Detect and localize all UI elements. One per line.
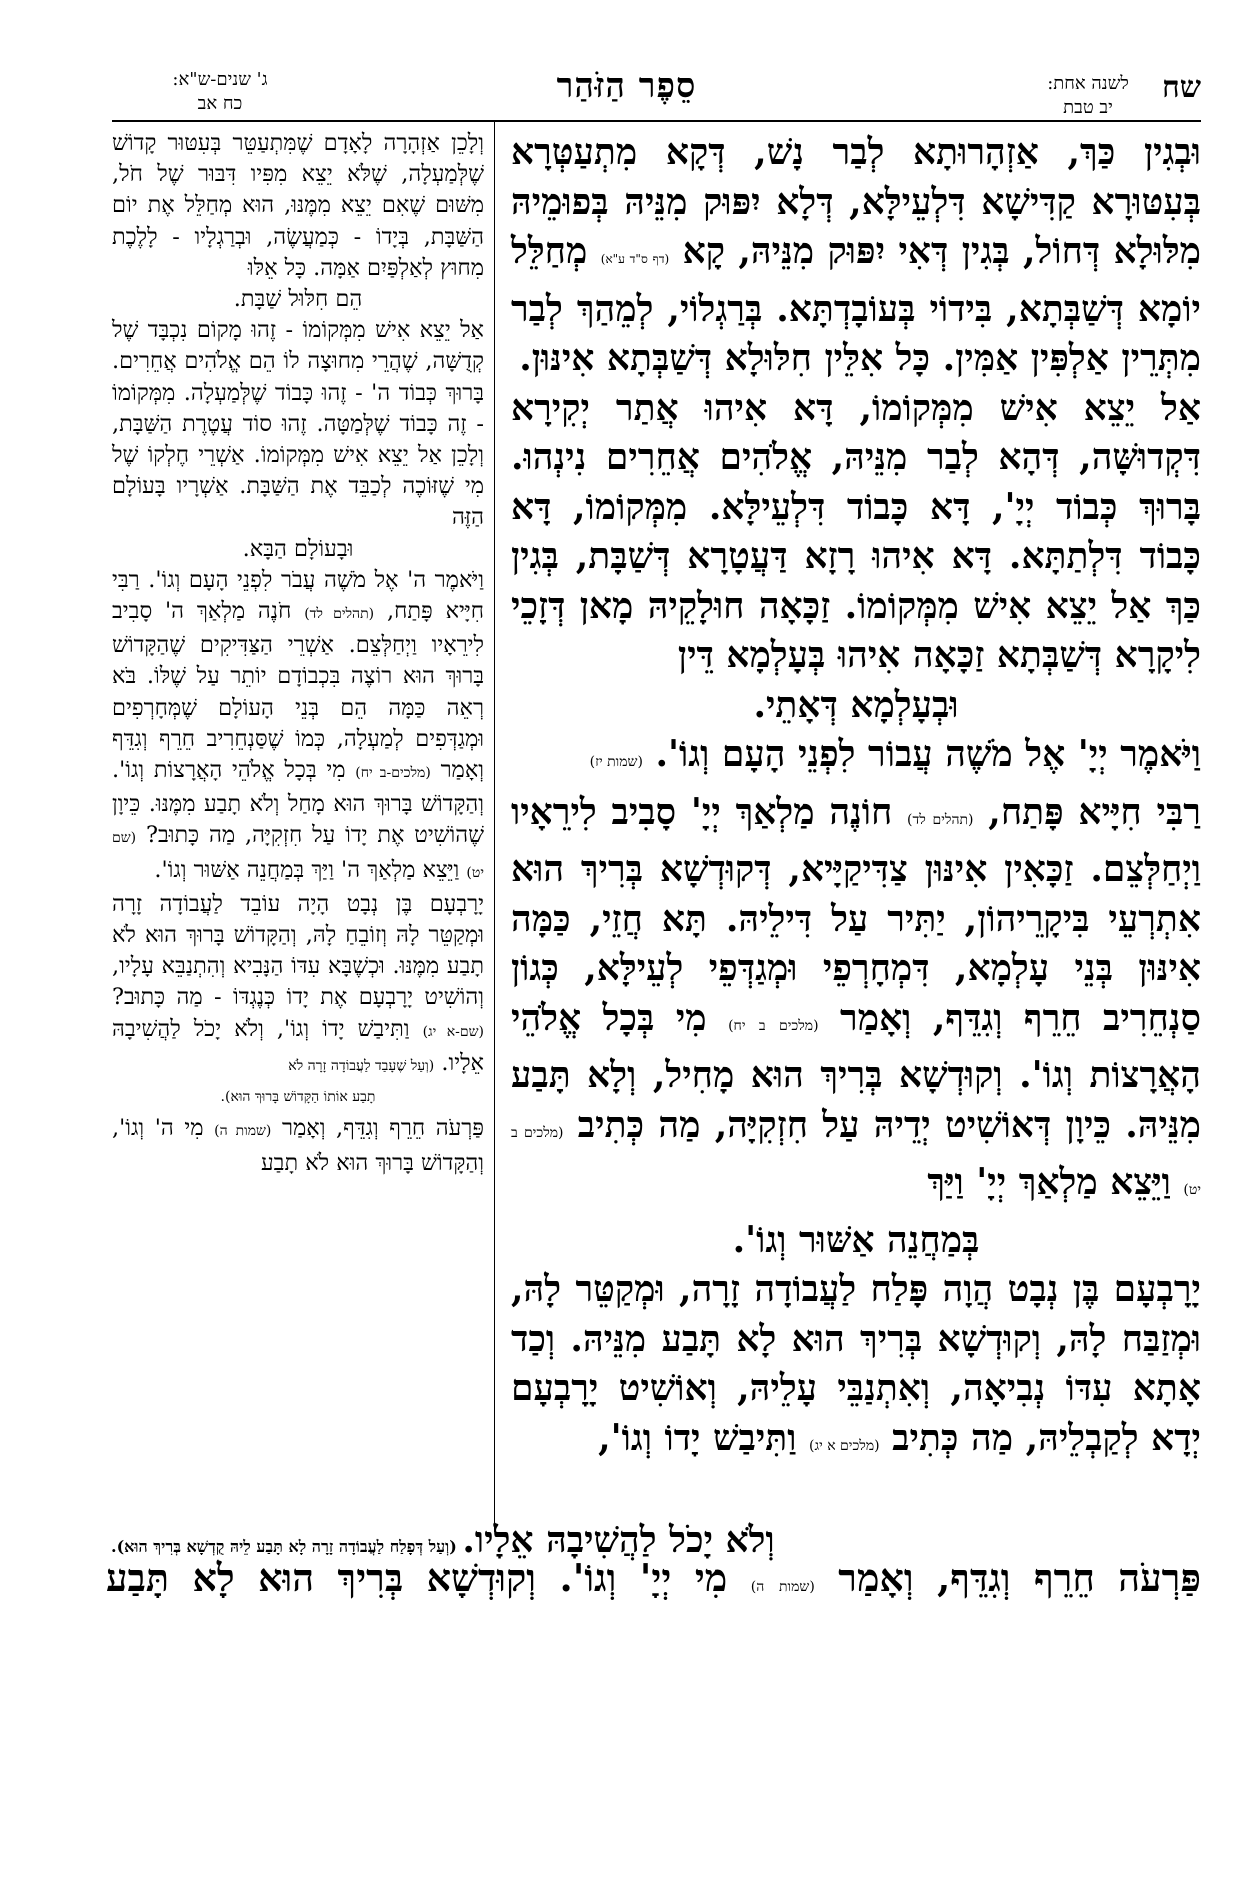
verse-reference: (שמות ה) xyxy=(214,1123,272,1140)
commentary-text: וַתִּיבַשׁ יָדוֹ וְגוֹ', וְלֹא יָכֹל לַהֲשִׁיבָהּ אֵלָיו. xyxy=(112,1015,484,1076)
page-number: שח xyxy=(1162,70,1201,105)
main-text: וְלֹא יָכֹל לַהֲשִׁיבָהּ אֵלָיו. xyxy=(462,1519,775,1561)
commentary-paragraph-4 xyxy=(112,889,484,1082)
main-text: וַתִּיבַשׁ יָדוֹ וְגוֹ', xyxy=(598,1416,797,1459)
main-text: אַל יֵצֵא אִישׁ מִמְּקוֹמוֹ, דָּא אִיהוּ אֲתַר יְקִירָא דִּקְדוּשָּׁה, דְּהָא לְבַר מִנֵּיהּ, אֱלֹהִים אֲחֵרִים נִינְהוּ. בָּרוּךְ כְּבוֹד יְיָ', דָּא כָּבוֹד דִּלְעֵילָּא. מִמְּקוֹמוֹ, דָּא כָּבוֹד דִּלְתַתָּא. דָּא אִיהוּ רָזָא דַּעֲטָרָא דְּשַׁבָּת, בְּגִין כַּךְ אַל יֵצֵא אִישׁ מִמְּקוֹמוֹ. זַכָּאָה חוּלָקֵיהּ מָאן דְּזָכֵי לִיקָרָא דְּשַׁבְּתָא זַכָּאָה אִיהוּ בְּעָלְמָא דֵּין xyxy=(511,386,1201,676)
header-divider xyxy=(112,120,1201,122)
commentary-text: וְלָכֵן אַזְהָרָה לָאָדָם שֶׁמִּתְעַטֵּר בְּעִטּוּר קָדוֹשׁ שֶׁלְּמַעְלָה, שֶׁלֹּא יֵצֵא מִפִּיו דִּבּוּר שֶׁל חֹל, מִשּׁוּם שֶׁאִם יֵצֵא מִמֶּנּוּ, הוּא מְחַלֵּל אֶת יוֹם הַשַּׁבָּת, בְּיָדוֹ - כְּמַעֲשֶׂה, וּבְרַגְלָיו - לָלֶכֶת מִחוּץ לְאַלְפַּיִם אַמָּה. כָּל אֵלּוּ xyxy=(112,130,484,281)
verse-heading: וַיֹּאמֶר יְיָ' אֶל מֹשֶׁה עֲבוֹר לִפְנֵי הָעָם וְגוֹ'. xyxy=(655,733,1201,775)
verse-reference: (מלכים ב יח) xyxy=(728,1017,819,1034)
main-text: מְחַלֵּל יוֹמָא דְּשַׁבְּתָא, בִּידוֹי בְּעוֹבָדְתָּא. בְּרַגְלוֹי, לְמֵהַךְ לְבַר מִתְּרֵין אַלְפִּין אַמִּין. כָּל אִלֵּין חִלּוּלָא דְּשַׁבְּתָא אִינּוּן. xyxy=(511,230,1201,379)
commentary-text: וַיֵּצֵא מַלְאַךְ ה' וַיַּךְ בְּמַחֲנֵה אַשּׁוּר וְגוֹ'. xyxy=(154,856,460,883)
verse-reference: (תהלים לד) xyxy=(304,606,375,623)
header-left xyxy=(120,68,320,116)
commentary-text: חֹנֶה מַלְאַךְ ה' סָבִיב לִירֵאָיו וַיְחַלְּצֵם. אַשְׁרֵי הַצַּדִּיקִים שֶׁהַקָּדוֹשׁ בָּרוּךְ הוּא רוֹצֶה בִּכְבוֹדָם יוֹתֵר עַל שֶׁלּוֹ. בֹּא רְאֵה כַּמָּה הֵם בְּנֵי הָעוֹלָם שֶׁמְּחָרְפִים וּמְגַדְּפִים לְמַעְלָה, כְּמוֹ שֶׁסַּנְחֵרִיב חֵרֵף וְגִדֵּף וְאָמַר xyxy=(112,598,484,784)
main-text: יָרָבְעָם בֶּן נְבָט הֲוָה פָּלַח לַעֲבוֹדָה זָרָה, וּמְקַטֵּר לָהּ, וּמְזַבַּח לָהּ, וְקוּדְשָׁא בְּרִיךְ הוּא לָא תָּבַע מִנֵּיהּ. וְכַד אָתָא עִדּוֹ נְבִיאָה, וְאִתְנַבֵּי עָלֵיהּ, וְאוֹשִׁיט יָרָבְעָם יְדָא לְקַבְלֵיהּ, מַה כְּתִיב xyxy=(511,1268,1201,1459)
verse-reference: (שם-א יג) xyxy=(422,1023,484,1040)
main-text: חוֹנֶה מַלְאַךְ יְיָ' סָבִיב לִירֵאָיו וַיְחַלְּצֵם. זַכָּאִין אִינּוּן צַדִּיקַיָּיא, דְּקוּדְשָׁא בְּרִיךְ הוּא אִתְרְעֵי בִּיקָרֵיהוֹן, יַתִּיר עַל דִּילֵיהּ. תָּא חֲזֵי, כַּמָּה אִינּוּן בְּנֵי עָלְמָא, דִּמְחָרְפֵי וּמְגַדְּפֵי לְעֵילָּא, כְּגוֹן סַנְחֵרִיב חֵרֵף וְגִדֵּף, וְאָמַר xyxy=(511,790,1201,1039)
commentary-paragraph-3 xyxy=(112,565,484,889)
main-paragraph-4-end: בְּמַחֲנֵה אַשּׁוּר וְגוֹ'. xyxy=(732,1218,980,1261)
main-text: וּבְגִין כַּךְ, אַזְהָרוּתָא לְבַר נָשׁ, דְּקָא מִתְעַטְּרָא בְּעִטּוּרָא קַדִּישָׁא דִּלְעֵילָּא, דְּלָא יִפּוּק מִנֵּיהּ בְּפוּמֵיהּ מִלּוּלָא דְּחוֹל, בְּגִין דְּאִי יִפּוּק מִנֵּיהּ, קָא xyxy=(511,131,1201,272)
commentary-text: אַל יֵצֵא אִישׁ מִמְּקוֹמוֹ - זֶהוּ מָקוֹם נִכְבָּד שֶׁל קְדֻשָּׁה, שֶׁהֲרֵי מִחוּצָה לוֹ הֵם אֱלֹהִים אֲחֵרִים. בָּרוּךְ כְּבוֹד ה' - זֶהוּ כָּבוֹד שֶׁלְּמַעְלָה. מִמְּקוֹמוֹ - זֶה כָּבוֹד שֶׁלְּמַטָּה. זֶהוּ סוֹד עֲטֶרֶת הַשַּׁבָּת, וְלָכֵן אַל יֵצֵא אִישׁ מִמְּקוֹמוֹ. אַשְׁרֵי חֶלְקוֹ שֶׁל מִי שֶׁזּוֹכֶה לְכַבֵּד אֶת הַשַּׁבָּת. אַשְׁרָיו בָּעוֹלָם הַזֶּה xyxy=(112,317,484,531)
commentary-text: פַּרְעֹה חֵרֵף וְגִדֵּף, וְאָמַר xyxy=(281,1115,484,1142)
bottom-line xyxy=(106,1555,1201,1601)
verse-reference: (שמות יז) xyxy=(589,754,643,770)
verse-reference: (מלכים א יג) xyxy=(808,1437,880,1454)
main-text: רַבִּי חִיָּיא פָּתַח, xyxy=(988,790,1201,833)
main-paragraph-1 xyxy=(511,128,1201,384)
commentary-note-end: תָבַע אוֹתוֹ הַקָּדוֹשׁ בָּרוּךְ הוּא). xyxy=(220,1089,376,1106)
commentary-note: (וְעַל שֶׁעָבַד לַעֲבוֹדָה זָרָה לֹא xyxy=(288,1057,435,1074)
bracket-note: (וְעַל דְּפָלַח לַעֲבוֹדָה זָרָה לָא תָּבַע לֵיהּ קֻדְשָׁא בְּרִיךְ הוּא). xyxy=(111,1537,457,1556)
column-divider xyxy=(494,122,495,1532)
main-text: וַיֵּצֵא מַלְאַךְ יְיָ' וַיַּךְ xyxy=(927,1161,1171,1203)
commentary-paragraph-1 xyxy=(112,128,484,284)
verse-reference: (תהלים לד) xyxy=(907,811,974,828)
main-text: פַּרְעֹה חֵרֵף וְגִדֵּף, וְאָמַר xyxy=(838,1555,1202,1600)
main-text: מִי בְּכָל אֱלֹהֵי הָאֲרָצוֹת וְגוֹ'. וְקוּדְשָׁא בְּרִיךְ הוּא מָחִיל, וְלָא תָּבַע מִנֵּיהּ. כֵּיוָן דְּאוֹשִׁיט יְדֵיהּ עַל חִזְקִיָּה, מַה כְּתִיב xyxy=(511,996,1201,1146)
schedule-three-years: ג' שנים-ש"א: xyxy=(172,69,268,90)
verse-reference: (שם יט) xyxy=(112,830,484,881)
commentary-paragraph-2 xyxy=(112,315,484,533)
commentary-paragraph-5 xyxy=(112,1113,484,1178)
commentary-text: יָרָבְעָם בֶּן נְבָט הָיָה עוֹבֵד לַעֲבוֹדָה זָרָה וּמְקַטֵּר לָהּ וְזוֹבֵחַ לָהּ, וְהַקָּדוֹשׁ בָּרוּךְ הוּא לֹא תָבַע מִמֶּנּוּ. וּכְשֶׁבָּא עִדּוֹ הַנָּבִיא וְהִתְנַבֵּא עָלָיו, וְהוֹשִׁיט יָרָבְעָם אֶת יָדוֹ כְּנֶגְדּוֹ - מַה כָּתוּב? xyxy=(112,890,484,1011)
commentary-text: וַיֹּאמֶר ה' אֶל מֹשֶׁה עֲבֹר לִפְנֵי הָעָם וְגוֹ'. רַבִּי חִיָּיא פָּתַח, xyxy=(112,566,484,625)
commentary-paragraph-2-end: וּבָעוֹלָם הַבָּא. xyxy=(242,535,354,562)
main-text-column xyxy=(511,128,1201,1471)
main-paragraph-2-end: וּבְעָלְמָא דְּאָתֵי. xyxy=(753,683,959,726)
page-reference: (דף ס"ד ע"א) xyxy=(600,252,670,266)
commentary-text: מִי ה' וְגוֹ', וְהַקָּדוֹשׁ בָּרוּךְ הוּא לֹא תָבַע xyxy=(112,1115,484,1176)
verse-reference: (מלכים-ב יח) xyxy=(355,765,431,782)
commentary-paragraph-1-end: הֵם חִלּוּל שַׁבָּת. xyxy=(233,286,363,313)
verse-reference: (שמות ה) xyxy=(750,1579,815,1595)
schedule-date-left: כח אב xyxy=(197,93,243,114)
schedule-one-year: לשנה אחת: xyxy=(1047,73,1129,94)
main-text: מִי יְיָ' וְגוֹ'. וְקוּדְשָׁא בְּרִיךְ הוּא לָא תָּבַע xyxy=(106,1555,728,1600)
main-paragraph-4 xyxy=(511,788,1201,1216)
main-paragraph-5 xyxy=(511,1265,1201,1471)
commentary-text: מִי בְּכָל אֱלֹהֵי הָאֲרָצוֹת וְגוֹ'. וְהַקָּדוֹשׁ בָּרוּךְ הוּא מָחַל וְלֹא תָבַע מִמֶּנּוּ. כֵּיוָן שֶׁהוֹשִׁיט אֶת יָדוֹ עַל חִזְקִיָּה, מַה כָּתוּב? xyxy=(112,757,484,849)
schedule-date: יב טבת xyxy=(1063,97,1113,118)
book-title: סֵפֶר הַזֹּהַר xyxy=(556,66,697,106)
main-paragraph-2 xyxy=(511,384,1201,681)
verse-reference: (מלכים ב יט) xyxy=(511,1124,1201,1198)
main-paragraph-3 xyxy=(511,730,1201,788)
translation-column xyxy=(112,128,484,1179)
